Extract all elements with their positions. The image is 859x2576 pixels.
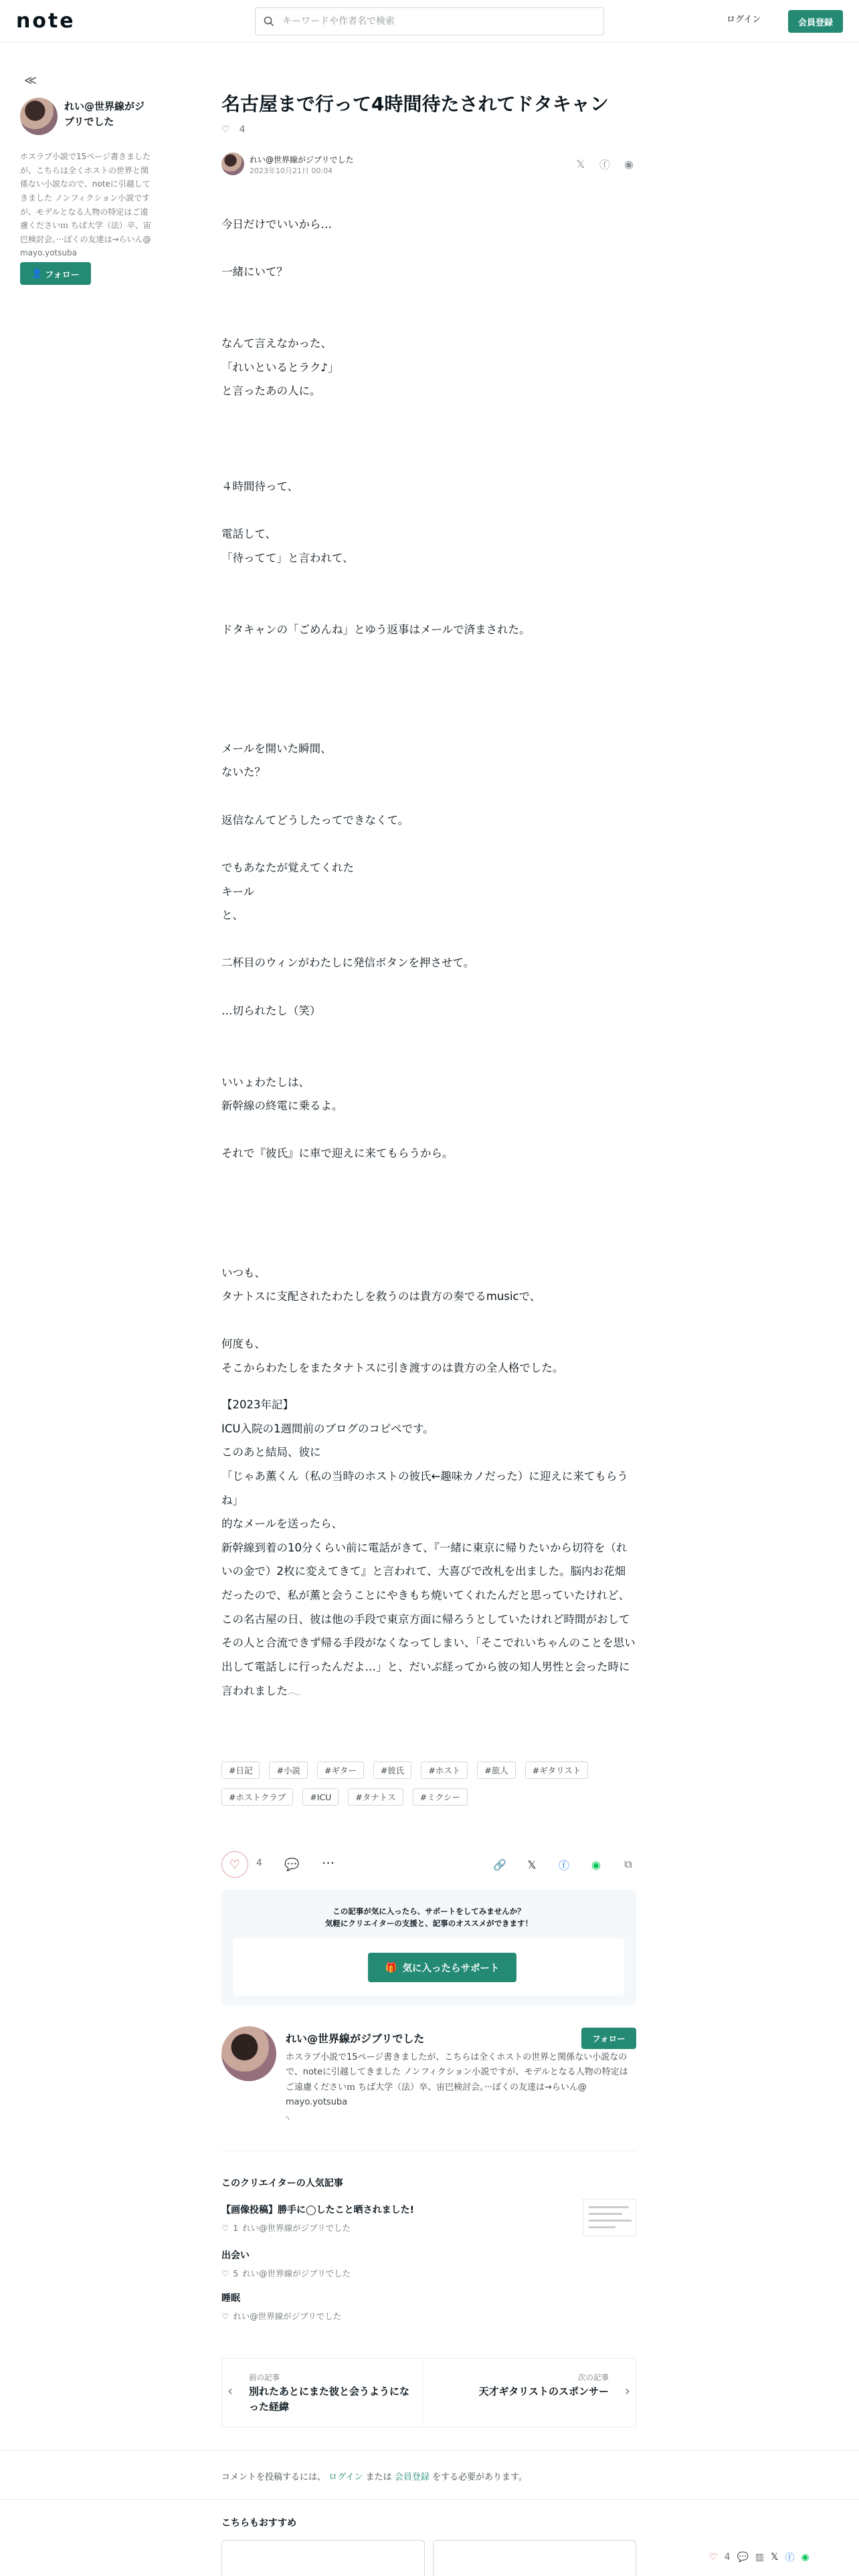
- hashtag[interactable]: #ホスト: [421, 1761, 468, 1779]
- x-share-icon[interactable]: 𝕏: [576, 157, 585, 171]
- title-like-count[interactable]: [221, 124, 245, 135]
- line-share-icon[interactable]: ◉: [591, 1858, 601, 1871]
- x-share-icon[interactable]: 𝕏: [771, 2552, 779, 2563]
- comment-or: または: [365, 2472, 392, 2482]
- floating-action-bar: [709, 2548, 859, 2567]
- signup-link[interactable]: 会員登録: [394, 2472, 430, 2482]
- popular-meta: [221, 2267, 636, 2279]
- signup-button[interactable]: 会員登録: [788, 10, 843, 33]
- login-link[interactable]: ログイン: [328, 2472, 363, 2482]
- search-input[interactable]: [282, 16, 577, 27]
- note-logo[interactable]: note: [16, 9, 76, 33]
- facebook-share-icon[interactable]: ⓕ: [558, 1858, 569, 1872]
- line-share-icon[interactable]: ◉: [801, 2552, 809, 2563]
- popular-item[interactable]: [221, 2291, 636, 2322]
- floating-like-count: 4: [724, 2552, 731, 2563]
- chevron-left-icon: ‹: [227, 2383, 233, 2399]
- hashtag[interactable]: #日記: [221, 1761, 260, 1779]
- popular-likes: 5: [233, 2268, 239, 2278]
- article-action-bar: [221, 1850, 636, 1879]
- popular-author: れい@世界線がジブリでした: [242, 2268, 351, 2278]
- support-label: 気に入ったらサポート: [402, 1963, 500, 1974]
- comment-area: [0, 2450, 859, 2500]
- support-inner: [233, 1938, 624, 1996]
- popular-meta: [221, 2310, 636, 2322]
- recommend-card[interactable]: [221, 2540, 425, 2576]
- like-count: 4: [256, 1858, 262, 1868]
- heart-icon: ♡: [221, 2222, 229, 2233]
- comment-suffix: をする必要があります。: [432, 2472, 527, 2482]
- more-options-icon[interactable]: ···: [322, 1855, 335, 1871]
- hashtag[interactable]: #ミクシー: [413, 1788, 468, 1806]
- popular-author: れい@世界線がジブリでした: [242, 2223, 351, 2233]
- support-text-2: 気軽にクリエイターの支援と、記事のオススメができます！: [324, 1919, 533, 1928]
- like-count: 4: [239, 124, 246, 135]
- heart-icon: ♡: [221, 2311, 229, 2321]
- share-bar: [492, 1856, 636, 1872]
- hashtag[interactable]: #ギター: [317, 1761, 364, 1779]
- search-box[interactable]: [255, 7, 604, 35]
- link-copy-icon[interactable]: 🔗: [493, 1858, 506, 1871]
- recommend-heading: こちらもおすすめ: [221, 2518, 297, 2529]
- support-text-1: この記事が気に入ったら、サポートをしてみませんか？: [332, 1907, 525, 1916]
- follow-button[interactable]: フォロー: [581, 2028, 636, 2049]
- heart-icon: ♡: [221, 2268, 229, 2278]
- comment-prompt: [221, 2470, 527, 2482]
- article-body: 今日だけでいいから… 一緒にいて？ なんて言えなかった、 「れいといるとラク♪」 と言ったあの人に。 ４時間待って、 電話して、 「待ってて」と言われて、 ドタキャンの「ごめんね」とゆう返事はメールで済まされた。 メールを開いた瞬間、 ないた？ 返信なんてどうしたってできなくて。 でもあなたが覚えてくれた キール と、 二杯目のウィンがわたしに発信ボタンを押させて。 …切られたし（笑） いいょわたしは、 新幹線の終電に乗るよ。 それで『彼氏』に車で迎えに来てもらうから。 いつも、 タナトスに支配されたわたしを救うのは貴方の奏でるmusicで、 何度も、 そこからわたしをまたタナトスに引き渡すのは貴方の全人格でした。: [221, 218, 564, 1374]
- popular-title: 【画像投稿】勝手に◯したこと晒されました!: [221, 2205, 415, 2216]
- sidebar-follow-button[interactable]: [20, 262, 91, 285]
- creator-bio: ホスラブ小説で15ページ書きましたが、こちらは全くホストの世界と関係ない小説なので、noteに引越してきました ノンフィクション小説ですが、モデルとなる人物の特定はご遠慮くださいｍ ちば大学（法）卒、宙巴検討会。···ぼくの友達は→らいん@ mayo.yotsuba: [286, 2052, 628, 2108]
- recommend-card[interactable]: [433, 2540, 636, 2576]
- popular-item[interactable]: [221, 2203, 636, 2234]
- avatar[interactable]: [20, 98, 58, 135]
- prev-title: 別れたあとにまた彼と会うようになった経緯: [249, 2385, 410, 2413]
- gift-icon: 🎁: [385, 1962, 397, 1973]
- creator-profile-card: [221, 2026, 636, 2133]
- sidebar-creator-name[interactable]: れい@世界線がジブリでした: [64, 100, 145, 128]
- prev-article-link[interactable]: [221, 2358, 422, 2428]
- chevron-right-icon: ›: [625, 2383, 630, 2399]
- share-top: [573, 156, 636, 171]
- person-add-icon: 👤: [31, 268, 43, 279]
- hashtag[interactable]: #タナトス: [348, 1788, 403, 1806]
- embed-icon[interactable]: ⧉: [624, 1858, 632, 1870]
- hashtag-list: [221, 1761, 636, 1806]
- facebook-share-icon[interactable]: ⓕ: [599, 158, 610, 171]
- support-box: [221, 1890, 636, 2005]
- comment-icon[interactable]: 💬: [284, 1858, 300, 1872]
- hashtag[interactable]: #小説: [269, 1761, 307, 1779]
- facebook-share-icon[interactable]: ⓕ: [785, 2553, 795, 2563]
- sidebar-creator-bio: ホスラブ小説で15ページ書きましたが、こちらは全くホストの世界と関係ない小説なので、noteに引越してきました ノンフィクション小説ですが、モデルとなる人物の特定はご遠慮くださいｍ ちば大学（法）卒、宙巴検討会。···ぼくの友達は→らいん@ mayo.yotsuba: [20, 152, 151, 258]
- hashtag[interactable]: #旅人: [477, 1761, 515, 1779]
- like-button[interactable]: [221, 1851, 248, 1878]
- heart-icon: ♡: [221, 124, 230, 135]
- popular-meta: [221, 2222, 636, 2234]
- popular-title: 出会い: [221, 2250, 250, 2261]
- search-icon: [264, 16, 274, 27]
- heart-icon: ♡: [229, 1857, 241, 1872]
- thumbnail: [583, 2199, 636, 2236]
- article-title: 名古屋まで行って4時間待たされてドタキャン: [221, 93, 609, 115]
- next-article-link[interactable]: [422, 2358, 636, 2428]
- rss-icon[interactable]: ◝: [286, 2115, 290, 2125]
- heart-icon[interactable]: ♡: [709, 2552, 718, 2563]
- site-header: [0, 0, 859, 43]
- hashtag[interactable]: #ホストクラブ: [221, 1788, 293, 1806]
- collapse-sidebar-icon[interactable]: ≪: [24, 74, 37, 88]
- next-title: 天才ギタリストのスポンサー: [478, 2385, 609, 2397]
- support-button[interactable]: [368, 1953, 516, 1982]
- magazine-icon[interactable]: ▥: [755, 2552, 765, 2563]
- line-share-icon[interactable]: ◉: [624, 157, 634, 171]
- comment-prefix: コメントを投稿するには、: [221, 2472, 326, 2482]
- avatar[interactable]: [221, 2026, 276, 2081]
- hashtag[interactable]: #彼氏: [373, 1761, 411, 1779]
- x-share-icon[interactable]: 𝕏: [527, 1858, 537, 1871]
- author-row: [221, 152, 636, 177]
- popular-heading: このクリエイターの人気記事: [221, 2178, 343, 2189]
- popular-title: 睡眠: [221, 2293, 240, 2304]
- creator-name[interactable]: れい@世界線がジブリでした: [286, 2032, 425, 2045]
- author-avatar[interactable]: [221, 152, 244, 175]
- popular-likes: 1: [233, 2222, 239, 2233]
- follow-label: フォロー: [45, 270, 80, 280]
- author-name[interactable]: れい@世界線がジブリでした: [250, 155, 354, 165]
- prev-label: 前の記事: [249, 2373, 280, 2382]
- hashtag[interactable]: #ICU: [302, 1788, 339, 1806]
- hashtag[interactable]: #ギタリスト: [525, 1761, 589, 1779]
- publish-date: 2023年10月21日 00:04: [250, 167, 333, 175]
- login-button[interactable]: ログイン: [727, 15, 761, 25]
- popular-item[interactable]: [221, 2248, 636, 2279]
- popular-author: れい@世界線がジブリでした: [233, 2311, 342, 2321]
- comment-icon[interactable]: 💬: [737, 2552, 749, 2563]
- article-note: 【2023年記】 ICU入院の1週間前のブログのコピペです。 このあと結局、彼に 「じゃあ薫くん（私の当時のホストの彼氏←趣味カノだった）に迎えに来てもらうね」 的なメールを送ったら、 新幹線到着の10分くらい前に電話がきて、『一緒に東京に帰りたいから切符を（れいの金で）2枚に変えてきて』と言われて、大喜びで改札を出ました。脳内お花畑だったので、私が薫と会うことにやきもち焼いてくれたんだと思っていたけれど、この名古屋の日、彼は他の手段で東京方面に帰ろうとしていたけれど時間がおしてその人と合流できず帰る手段がなくなってしまい、「そこでれいちゃんのことを思い出して電話しに行ったんだよ…」と、だいぶ経ってから彼の知人男性と会った時に言われました𓂃: [221, 1398, 636, 1697]
- next-label: 次の記事: [578, 2373, 609, 2382]
